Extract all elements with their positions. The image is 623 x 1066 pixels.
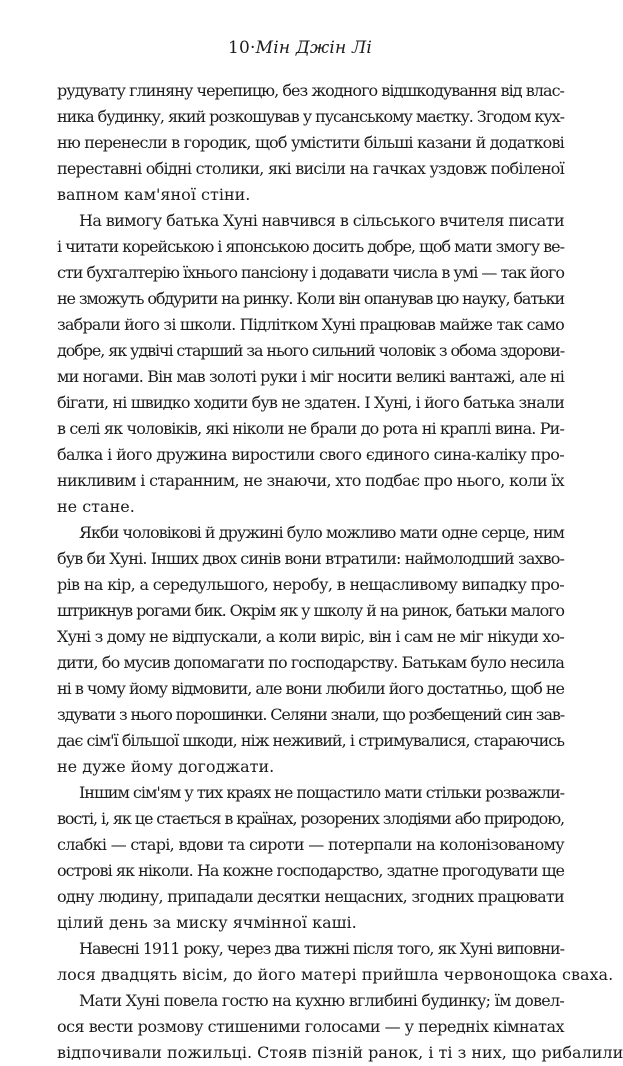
text-line: Мати Хуні повела гостю на кухню вглибині будинку; їм довел-: [79, 991, 565, 1010]
text-line: дити, бо мусив допомагати по господарству. Батькам було несила: [57, 653, 565, 672]
text-line: в селі як чоловіків, які ніколи не брали до рота ні краплі вина. Ри-: [57, 419, 565, 438]
text-line: ні в чому йому відмовити, але вони любили його достатньо, щоб не: [57, 679, 564, 698]
text-line: цілий день за миску ячмінної каші.: [57, 913, 357, 932]
text-line: не дуже йому догоджати.: [57, 757, 275, 776]
text-line: вапном кам'яної стіни.: [57, 185, 251, 204]
text-line: Іншим сім'ям у тих краях не пощастило мати стільки розважли-: [79, 783, 564, 802]
text-line: відпочивали пожильці. Стояв пізній ранок, і ті з них, що рибалили: [57, 1043, 623, 1062]
running-header: [0, 38, 600, 58]
paragraph: [57, 780, 564, 936]
text-line: никливим і старанним, не знаючи, хто подбає про нього, коли їх: [57, 471, 565, 490]
text-line: На вимогу батька Хуні навчився в сільського вчителя писати: [79, 211, 564, 230]
text-line: переставні обідні столики, які висіли на гачках уздовж побіленої: [57, 159, 564, 178]
page-number: 10: [227, 38, 250, 58]
paragraph: [57, 936, 614, 988]
text-line: слабкі — старі, вдови та сироти — потерпали на колонізованому: [57, 835, 565, 854]
text-line: був би Хуні. Інших двох синів вони втратили: наймолодший захво-: [57, 549, 565, 568]
paragraph: [57, 520, 564, 780]
text-line: рів на кір, а середульшого, неробу, в нещасливому випадку про-: [57, 575, 564, 594]
text-line: рудувату глиняну черепицю, без жодного відшкодування від влас-: [57, 81, 565, 100]
text-line: бігати, ні швидко ходити був не здатен. І Хуні, і його батька знали: [57, 393, 564, 412]
text-line: сти бухгалтерію їхнього пансіону і додавати числа в умі — так його: [57, 263, 565, 282]
text-line: не стане.: [57, 497, 135, 516]
paragraph: [57, 208, 564, 520]
text-line: одну людину, припадали десятки нещасних, згодних працювати: [57, 887, 564, 906]
text-line: дає сім'ї більшої шкоди, ніж неживий, і стримувалися, стараючись: [57, 731, 564, 750]
text-line: острові як ніколи. На кожне господарство, здатне прогодувати ще: [57, 861, 564, 880]
text-line: вості, і, як це стається в країнах, розорених злодіями або природою,: [57, 809, 564, 828]
text-line: ника будинку, який розкошував у пусанському маєтку. Згодом кух-: [57, 107, 565, 126]
text-line: балка і його дружина виростили свого єдиного сина-каліку про-: [57, 445, 564, 464]
text-line: лося двадцять вісім, до його матері прийшла червонощока сваха.: [57, 965, 614, 984]
text-line: ося вести розмову стишеними голосами — у передніх кімнатах: [57, 1017, 565, 1036]
text-line: здувати з нього порошинки. Селяни знали, що розбещений син зав-: [57, 705, 565, 724]
header-separator: ·: [249, 38, 256, 58]
paragraph: [57, 78, 564, 208]
text-line: Навесні 1911 року, через два тижні після того, як Хуні виповни-: [79, 939, 564, 958]
text-line: добре, як удвічі старший за нього сильний чоловік з обома здорови-: [57, 341, 565, 360]
text-line: не зможуть обдурити на ринку. Коли він опанував цю науку, батьки: [57, 289, 564, 308]
body-text: [57, 78, 623, 1066]
author-name: Мін Джін Лі: [255, 38, 373, 58]
text-line: Якби чоловікові й дружині було можливо мати одне серце, ним: [79, 523, 565, 542]
text-line: ми ногами. Він мав золоті руки і міг носити великі вантажі, але ні: [57, 367, 564, 386]
paragraph: [57, 988, 623, 1066]
text-line: і читати корейською і японською досить добре, щоб мати змогу ве-: [57, 237, 564, 256]
text-line: забрали його зі школи. Підлітком Хуні працював майже так само: [57, 315, 564, 334]
text-line: Хуні з дому не відпускали, а коли виріс, він і сам не міг нікуди хо-: [57, 627, 564, 646]
text-line: ню перенесли в городик, щоб умістити більші казани й додаткові: [57, 133, 565, 152]
text-line: штрикнув рогами бик. Окрім як у школу й на ринок, батьки малого: [57, 601, 564, 620]
